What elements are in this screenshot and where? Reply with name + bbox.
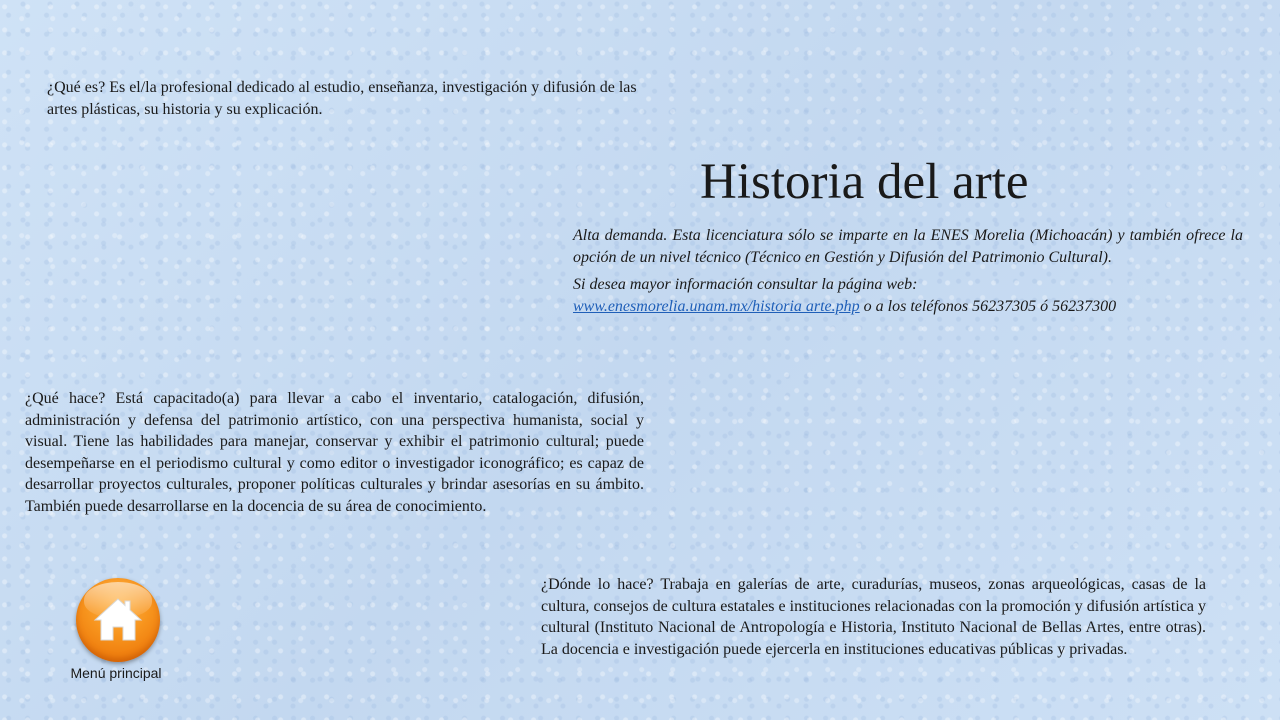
que-es-text: ¿Qué es? Es el/la profesional dedicado al estudio, enseñanza, investigación y difusión de las artes plásticas, su historia y su explicación. bbox=[47, 79, 637, 118]
page-title: Historia del arte bbox=[700, 154, 1029, 210]
home-button[interactable] bbox=[76, 578, 160, 662]
que-hace-text: ¿Qué hace? Está capacitado(a) para llevar a cabo el inventario, catalogación, difusión, administración y defensa del patrimonio artístico, con una perspectiva humanista, social y visual. Tiene las habilidades para manejar, conservar y exhibir el patrimonio cultural; puede desempeñarse en el periodismo cultural y como editor o investigador iconográfico; es capaz de desarrollar proyectos culturales, proponer políticas culturales y brindar asesorías en su ámbito. También puede desarrollarse en la docencia de su área de conocimiento. bbox=[25, 390, 644, 515]
donde-text: ¿Dónde lo hace? Trabaja en galerías de arte, curadurías, museos, zonas arqueológicas, casas de la cultura, consejos de cultura estatales e instituciones relacionadas con la promoción y difusión artística y cultural (Instituto Nacional de Antropología e Historia, Instituto Nacional de Bellas Artes, entre otras). La docencia e investigación puede ejercerla en instituciones educativas públicas y privadas. bbox=[541, 576, 1206, 658]
home-button-label[interactable]: Menú principal bbox=[70, 665, 162, 681]
info-section bbox=[573, 225, 1243, 317]
website-link[interactable]: www.enesmorelia.unam.mx/historia arte.php bbox=[573, 297, 860, 315]
more-info-intro: Si desea mayor información consultar la página web: bbox=[573, 276, 918, 293]
home-icon bbox=[92, 594, 144, 646]
alta-demanda-text: Alta demanda. Esta licenciatura sólo se imparte en la ENES Morelia (Michoacán) y también ofrece la opción de un nivel técnico (Técnico en Gestión y Difusión del Patrimonio Cultural). bbox=[573, 227, 1243, 266]
phones-text: o a los teléfonos 56237305 ó 56237300 bbox=[859, 297, 1117, 315]
more-info-text bbox=[573, 274, 1243, 317]
